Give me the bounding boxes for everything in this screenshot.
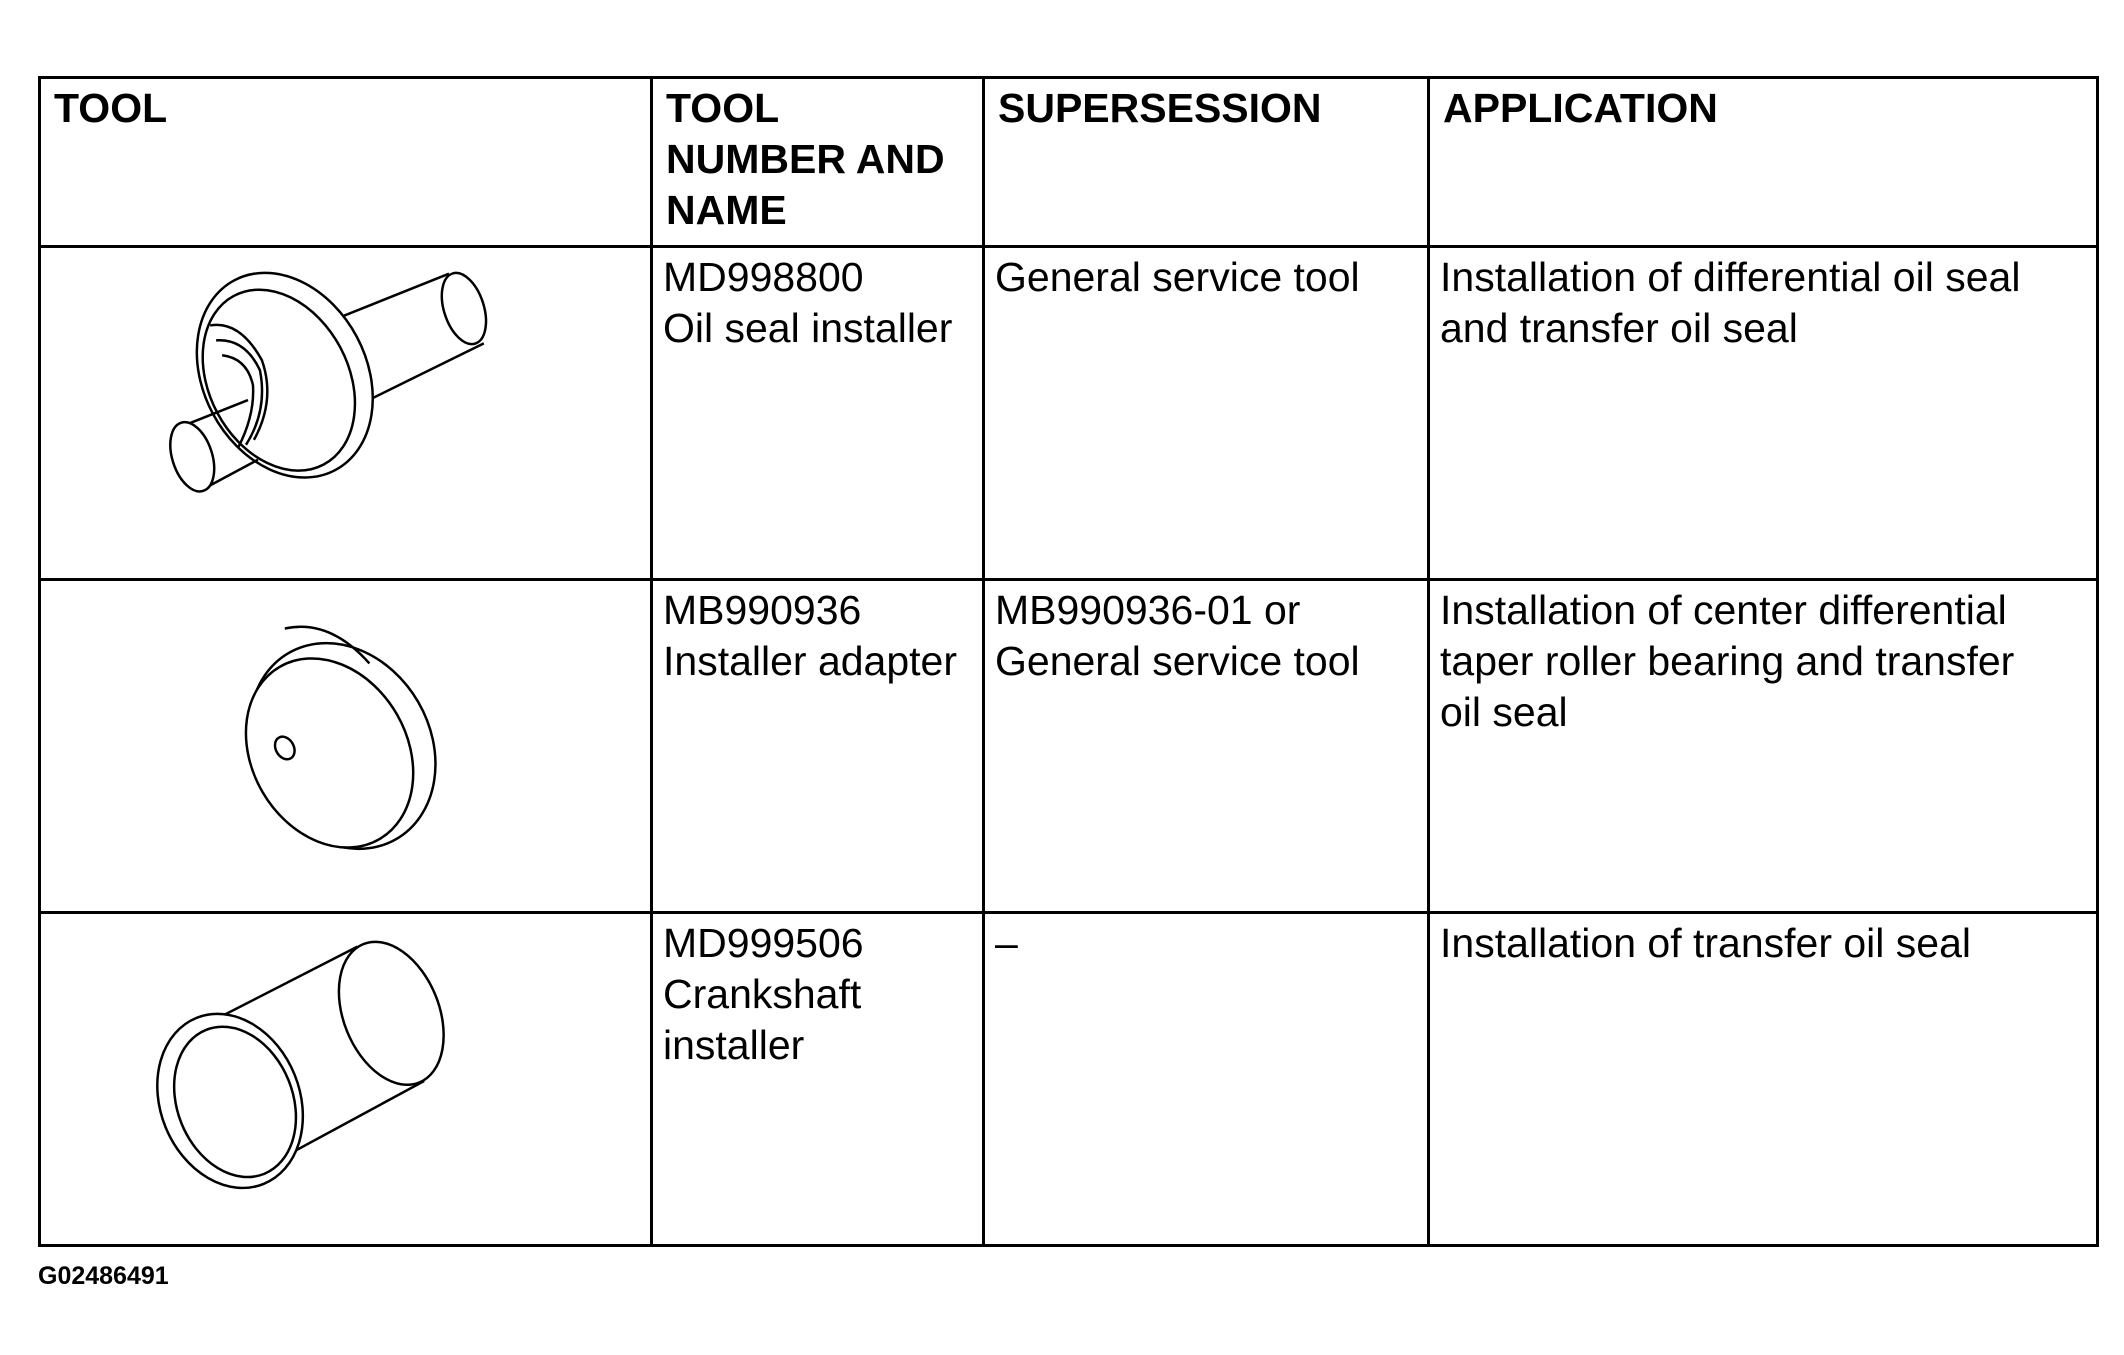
crankshaft-installer-icon [41, 914, 650, 1244]
table-row [40, 580, 2098, 913]
table-row [40, 247, 2098, 580]
tool-name: Oil seal installer [663, 305, 953, 351]
tool-number-and-name [652, 580, 984, 913]
tool-number: MD998800 [663, 254, 864, 300]
tool-number: MD999506 [663, 920, 864, 966]
tool-number-and-name [652, 913, 984, 1246]
header-tool: TOOL [40, 78, 652, 247]
header-tool-number-and-name: TOOL NUMBER AND NAME [652, 78, 984, 247]
tool-number: MB990936 [663, 587, 862, 633]
tool-number-and-name [652, 247, 984, 580]
tool-name: installer [663, 1022, 805, 1068]
header-supersession: SUPERSESSION [984, 78, 1429, 247]
tool-image-cell [40, 580, 652, 913]
supersession: General service tool [984, 247, 1429, 580]
installer-adapter-icon [41, 581, 650, 911]
supersession: – [984, 913, 1429, 1246]
special-tools-table [38, 76, 2099, 1247]
header-row [40, 78, 2098, 247]
tool-name: Crankshaft [663, 971, 862, 1017]
supersession: MB990936-01 or General service tool [984, 580, 1429, 913]
application: Installation of center differential taper roller bearing and transfer oil seal [1429, 580, 2098, 913]
header-application: APPLICATION [1429, 78, 2098, 247]
application: Installation of transfer oil seal [1429, 913, 2098, 1246]
figure-id: G02486491 [38, 1262, 169, 1290]
tool-image-cell [40, 913, 652, 1246]
tool-image-cell [40, 247, 652, 580]
oil-seal-installer-icon [41, 248, 650, 578]
tool-name: Installer adapter [663, 638, 958, 684]
table-row [40, 913, 2098, 1246]
application: Installation of differential oil seal and transfer oil seal [1429, 247, 2098, 580]
